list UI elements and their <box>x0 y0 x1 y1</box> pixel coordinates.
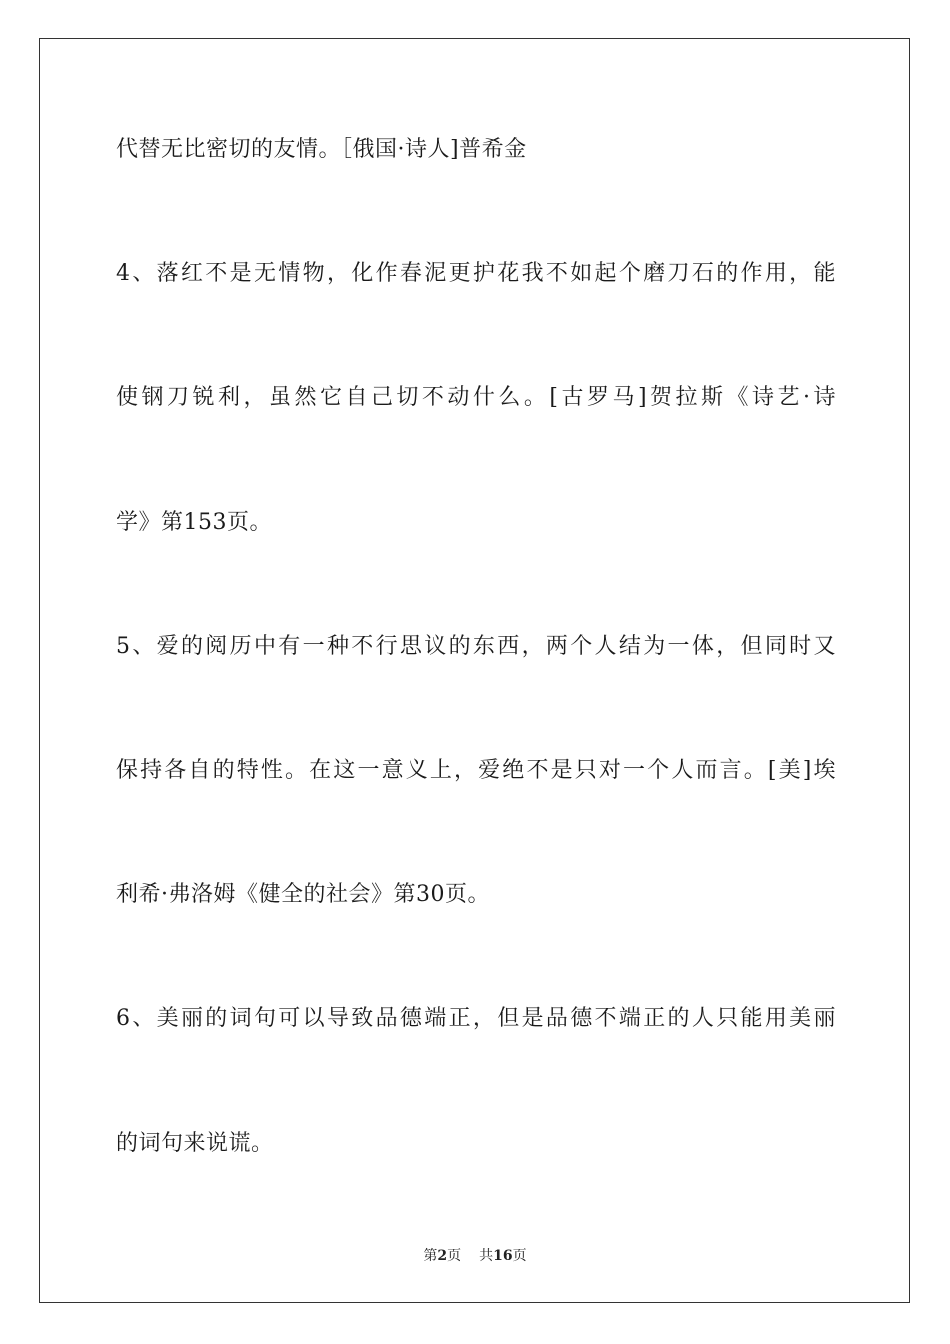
page-footer <box>0 1246 950 1266</box>
page-number: 第2页 <box>423 1248 462 1264</box>
total-pages: 共16页 <box>479 1248 527 1264</box>
text-line-4: 学》第153页。 <box>116 510 272 535</box>
text-line-5: 5、爱的阅历中有一种不行思议的东西，两个人结为一体，但同时又 <box>116 634 836 659</box>
text-line-8: 6、美丽的词句可以导致品德端正，但是品德不端正的人只能用美丽 <box>116 1006 836 1031</box>
page-border <box>39 38 910 1303</box>
text-line-1: 代替无比密切的友情。［俄国·诗人]普希金 <box>116 137 527 162</box>
text-line-6: 保持各自的特性。在这一意义上，爱绝不是只对一个人而言。[美]埃 <box>116 758 836 783</box>
text-line-9: 的词句来说谎。 <box>116 1131 274 1156</box>
text-line-7: 利希·弗洛姆《健全的社会》第30页。 <box>116 882 490 907</box>
text-line-2: 4、落红不是无情物，化作春泥更护花我不如起个磨刀石的作用，能 <box>116 261 836 286</box>
text-line-3: 使钢刀锐利，虽然它自己切不动什么。[古罗马]贺拉斯《诗艺·诗 <box>116 385 836 410</box>
